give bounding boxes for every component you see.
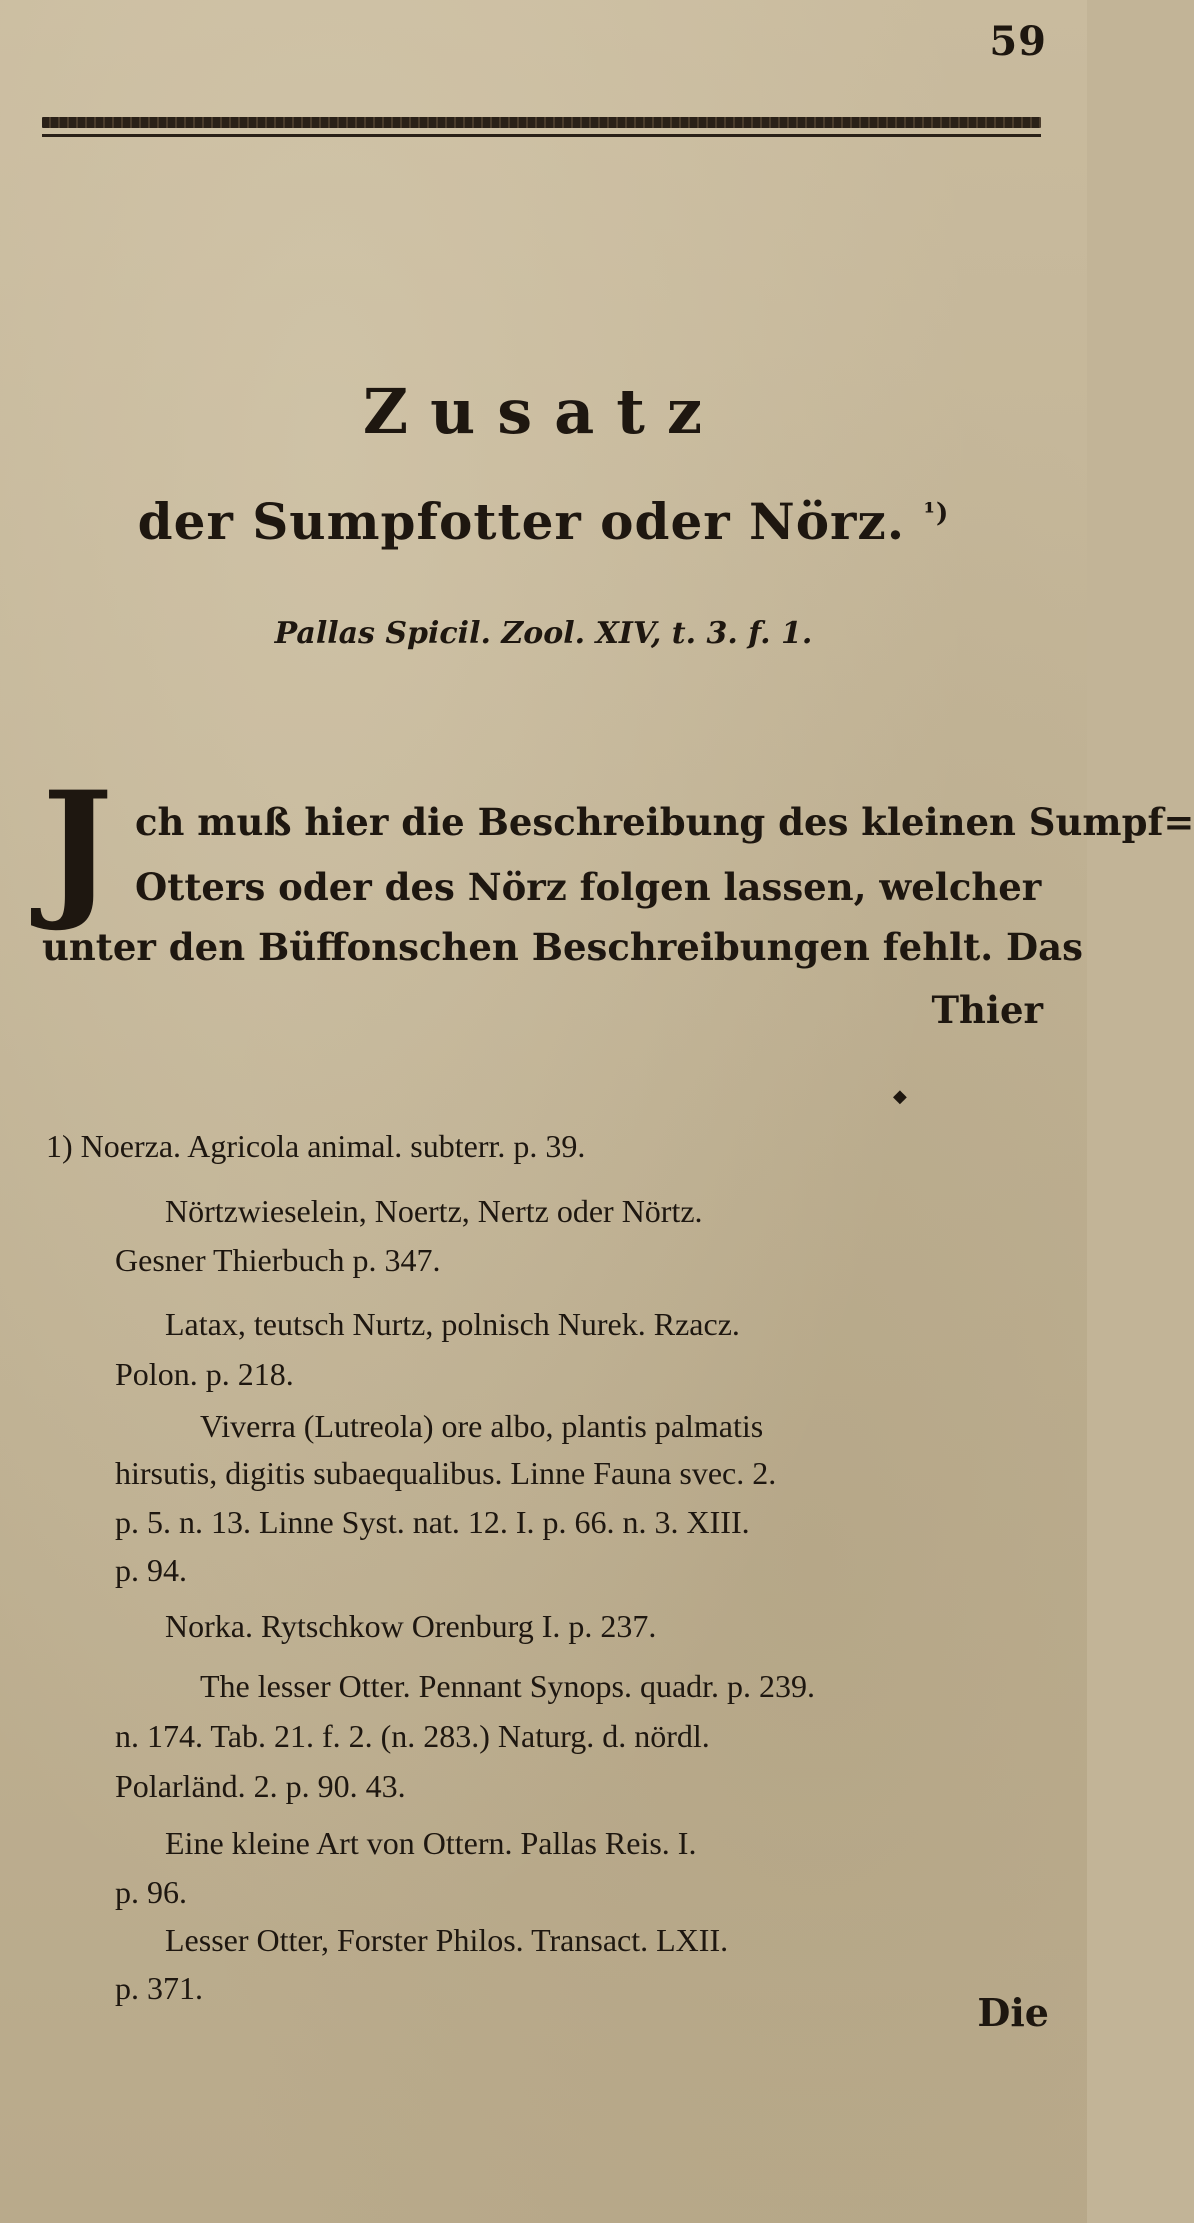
footnote-line: p. 94. <box>115 1552 187 1588</box>
body-line: ch muß hier die Beschreibung des kleinen Sumpf= <box>135 800 1194 844</box>
footnote-line: Gesner Thierbuch p. 347. <box>115 1242 441 1278</box>
subtitle-text: der Sumpfotter oder Nörz. <box>137 492 906 551</box>
drop-cap-initial: J <box>42 759 113 935</box>
footnote-marker: ¹) <box>923 498 950 529</box>
footnote-line: 1) Noerza. Agricola animal. subterr. p. 39. <box>46 1128 586 1164</box>
catchword: Die <box>977 1990 1049 2035</box>
footnote-line: hirsutis, digitis subaequalibus. Linne Fauna svec. 2. <box>115 1455 777 1491</box>
section-subtitle <box>0 492 1087 551</box>
header-rule-thick <box>42 117 1041 128</box>
footnote-line: Lesser Otter, Forster Philos. Transact. LXII. <box>165 1922 729 1958</box>
footnote-line: Polon. p. 218. <box>115 1356 294 1392</box>
body-line: Thier <box>931 988 1043 1032</box>
footnote-line: The lesser Otter. Pennant Synops. quadr. p. 239. <box>200 1668 816 1704</box>
section-title: Zusatz <box>362 375 725 448</box>
footnote-line: Norka. Rytschkow Orenburg I. p. 237. <box>165 1608 657 1644</box>
footnote-line: Latax, teutsch Nurtz, polnisch Nurek. Rzacz. <box>165 1306 740 1342</box>
body-line: Otters oder des Nörz folgen lassen, welcher <box>135 865 1042 909</box>
footnote-line: p. 5. n. 13. Linne Syst. nat. 12. I. p. 66. n. 3. XIII. <box>115 1504 750 1540</box>
bibliographic-reference: Pallas Spicil. Zool. XIV, t. 3. f. 1. <box>274 616 813 651</box>
footnote-line: p. 96. <box>115 1874 187 1910</box>
footnote-line: p. 371. <box>115 1970 203 2006</box>
body-line: unter den Büffonschen Beschreibungen fehlt. Das <box>42 925 1083 969</box>
footnote-line: Polarländ. 2. p. 90. 43. <box>115 1768 406 1804</box>
footnote-line: Eine kleine Art von Ottern. Pallas Reis. I. <box>165 1825 697 1861</box>
footnote-line: n. 174. Tab. 21. f. 2. (n. 283.) Naturg. d. nördl. <box>115 1718 710 1754</box>
header-rule-thin <box>42 134 1041 137</box>
page-number: 59 <box>989 18 1047 65</box>
footnote-line: Nörtzwieselein, Noertz, Nertz oder Nörtz. <box>165 1193 703 1229</box>
ornament-dot: ◆ <box>893 1086 907 1107</box>
footnote-line: Viverra (Lutreola) ore albo, plantis palmatis <box>200 1408 764 1444</box>
